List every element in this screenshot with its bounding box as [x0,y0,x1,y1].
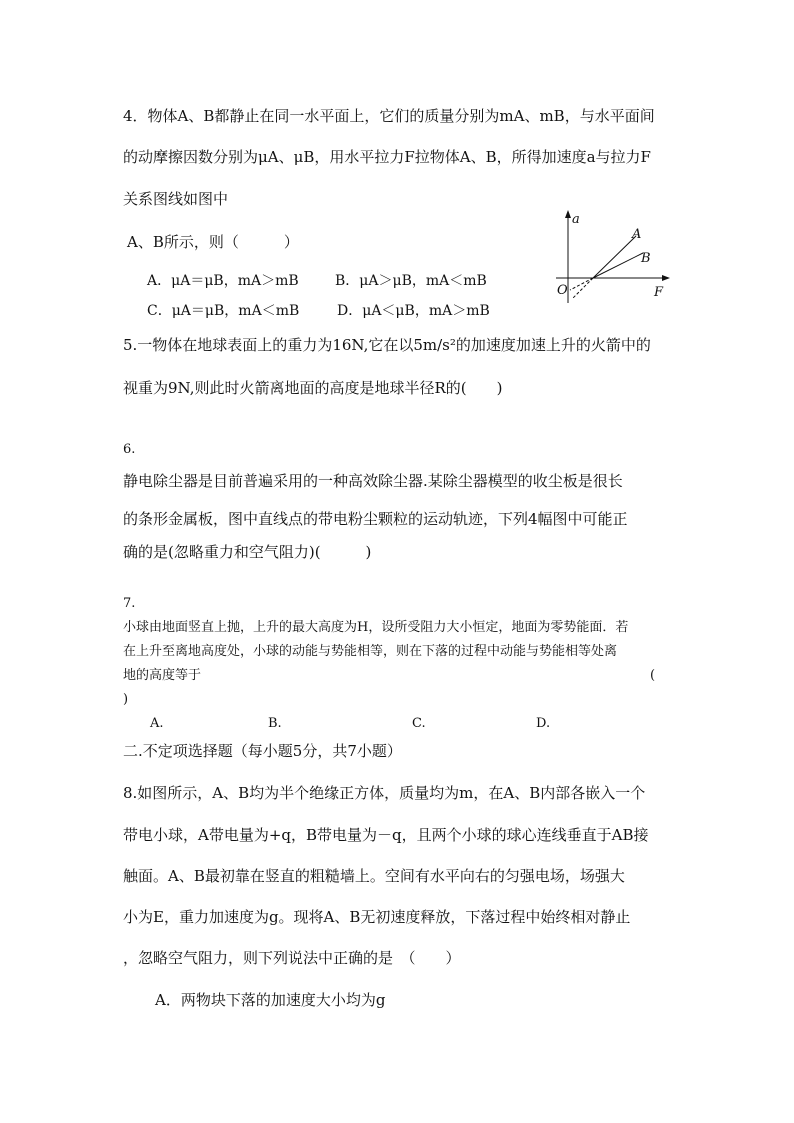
q4-option-d: D．μA＜μB，mA＞mB [337,303,490,319]
q4-option-c: C．μA＝μB，mA＜mB [147,303,300,319]
y-axis-arrow [565,210,571,218]
line-label-b: B [641,251,651,266]
q7-option-c: C. [412,716,426,731]
q7-option-b: B. [268,716,282,731]
q7-line2: 在上升至离地高度处，小球的动能与势能相等，则在下落的过程中动能与势能相等处离 [123,644,618,659]
x-axis-arrow [662,275,670,281]
q6-line3: 确的是(忽略重力和空气阻力)( ) [123,543,372,561]
q4-option-b: B．μA＞μB，mA＜mB [335,273,487,289]
q7-option-a: A. [150,716,164,731]
acceleration-force-graph [548,208,678,308]
q8-line4: 小为E，重力加速度为g。现将A、B无初速度释放，下落过程中始终相对静止 [123,908,631,926]
q7-line3: 地的高度等于 [123,668,202,683]
axis-label-a: a [572,212,580,227]
q4-line1: 4．物体A、B都静止在同一水平面上，它们的质量分别为mA、mB，与水平面间 [123,107,655,125]
q8-option-a: A．两物块下落的加速度大小均为g [155,991,386,1009]
q6-number: 6. [123,442,136,457]
q7-line1: 小球由地面竖直上抛，上升的最大高度为H，设所受阻力大小恒定，地面为零势能面．若 [123,620,629,635]
q6-line1: 静电除尘器是目前普遍采用的一种高效除尘器.某除尘器模型的收尘板是很长 [123,472,623,490]
q7-option-d: D. [536,716,551,731]
q5-line2: 视重为9N,则此时火箭离地面的高度是地球半径R的( ) [123,379,503,397]
q5-line1: 5.一物体在地球表面上的重力为16N,它在以5m/s²的加速度加速上升的火箭中的 [123,336,651,354]
q4-line4: A、B所示，则（ ） [127,233,299,251]
section-2-heading: 二.不定项选择题（每小题5分，共7小题） [123,742,402,760]
origin-label: O [557,283,568,298]
q8-line2: 带电小球，A带电量为+q，B带电量为－q，且两个小球的球心连线垂直于AB接 [123,826,649,844]
line-b-extension [570,278,593,290]
q4-line2: 的动摩擦因数分别为μA、μB，用水平拉力F拉物体A、B，所得加速度a与拉力F [123,148,651,166]
q4-line3: 关系图线如图中 [123,190,229,208]
axis-label-f: F [654,285,664,300]
line-a-extension [572,278,593,299]
q4-option-a: A．μA＝μB，mA＞mB [147,273,299,289]
q7-paren-open: ( [650,668,656,683]
q8-line5: ，忽略空气阻力，则下列说法中正确的是 （ ） [123,949,461,967]
q8-line3: 触面。A、B最初靠在竖直的粗糙墙上。空间有水平向右的匀强电场，场强大 [123,867,625,885]
q7-number: 7. [123,596,136,611]
q7-paren-close: ) [123,692,129,707]
q6-line2: 的条形金属板，图中直线点的带电粉尘颗粒的运动轨迹，下列4幅图中可能正 [123,510,628,528]
line-label-a: A [632,227,642,242]
q8-line1: 8.如图所示，A、B均为半个绝缘正方体，质量均为m，在A、B内部各嵌入一个 [123,784,646,802]
line-a [593,236,636,278]
line-b [593,253,643,278]
